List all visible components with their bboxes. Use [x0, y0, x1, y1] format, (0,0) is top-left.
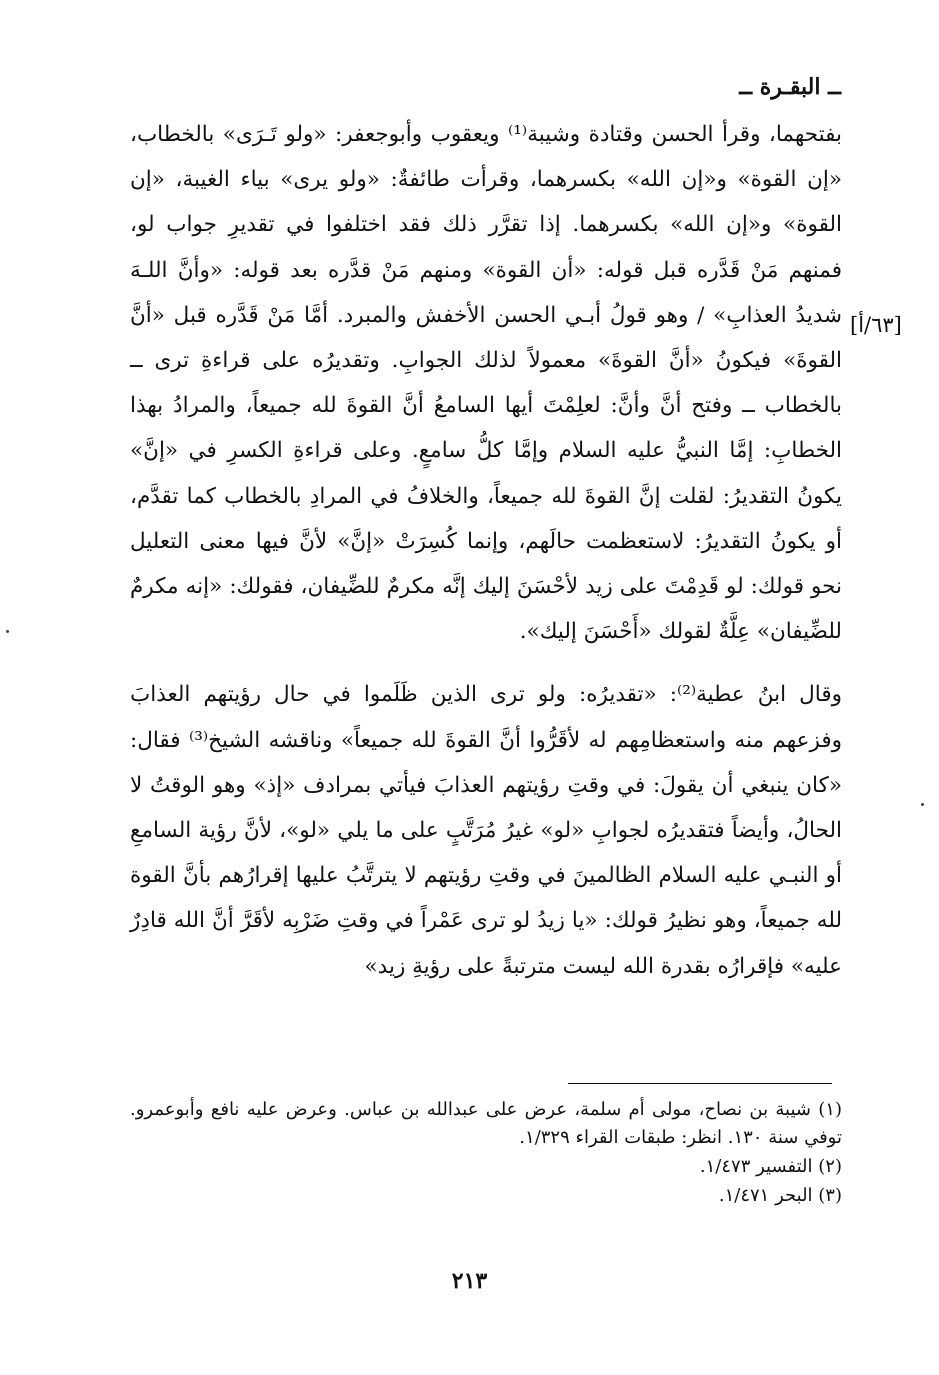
scan-speck: [6, 630, 9, 633]
footnotes: [130, 1096, 842, 1211]
paragraph-2: وقال ابنُ عطية⁽²⁾: «تقديرُه: ولو ترى الذين ظَلَموا في حال رؤيتهم العذابَ وفزعهم منه واستعظامِهم له لأقَرُّوا أنَّ القوةَ لله جميعاً» وناقشه الشيخ⁽³⁾ فقال: «كان ينبغي أن يقولَ: في وقتِ رؤيتهم العذابَ فيأتي بمرادف «إذ» وهو الوقتُ لا الحالُ، وأيضاً فتقديرُه لجوابِ «لو» غيرُ مُرَتَّبٍ على ما يلي «لو»، لأنَّ رؤية السامعِ أو النبـي عليه السلام الظالمينَ في وقتِ رؤيتهم لا يترتَّبُ عليها إقرارُهم بأنَّ القوة لله جميعاً، وهو نظيرُ قولك: «يا زيدُ لو ترى عَمْراً في وقتِ ضَرْبِه لأقَرَّ أنَّ الله قادِرٌ عليه» فإقرارُه بقدرة الله ليست مترتبةً على رؤيةِ زيد»: [130, 682, 842, 979]
footnote-1: (١) شيبة بن نصاح، مولى أم سلمة، عرض على عبدالله بن عباس. وعرض عليه نافع وأبوعمرو. توفي سنة ١٣٠. انظر: طبقات القراء ١/٣٢٩.: [130, 1099, 842, 1148]
footnote-separator: [568, 1083, 832, 1084]
page-number: ٢١٣: [451, 1268, 488, 1294]
scan-speck: [921, 803, 924, 806]
footnote-3: (٣) البحر ١/٤٧١.: [718, 1185, 842, 1206]
footnote-2: (٢) التفسير ١/٤٧٣.: [699, 1156, 842, 1177]
manuscript-folio-marker: [٦٣/أ]: [850, 313, 902, 337]
running-header: ــ البقـرة ــ: [739, 74, 841, 100]
paragraph-1: بفتحهما، وقرأ الحسن وقتادة وشيبة⁽¹⁾ ويعقوب وأبوجعفر: «ولو تَـرَى» بالخطاب، «إن القوة» و«إن الله» بكسرهما، وقرأت طائفةٌ: «ولو يرى» بياء الغيبة، «إن القوة» و«إن الله» بكسرهما. إذا تقرَّر ذلك فقد اختلفوا في تقديرِ جواب لو، فمنهم مَنْ قَدَّره قبل قوله: «أن القوة» ومنهم مَنْ قدَّره بعد قوله: «وأنَّ اللـهَ شديدُ العذابِ» / وهو قولُ أبـي الحسن الأخفش والمبرد. أمَّا مَنْ قَدَّره قبل «أنَّ القوةَ» فيكونُ «أنَّ القوةَ» معمولاً لذلك الجوابِ. وتقديرُه على قراءةِ ترى ــ بالخطاب ــ وفتح أنَّ وأنَّ: لعلِمْتَ أيها السامعُ أنَّ القوةَ لله جميعاً، والمرادُ بهذا الخطابِ: إمَّا النبيُّ عليه السلام وإمَّا كلُّ سامعٍ. وعلى قراءةِ الكسرِ في «إنَّ» يكونُ التقديرُ: لقلت إنَّ القوةَ لله جميعاً، والخلافُ في المرادِ بالخطاب كما تقدَّم، أو يكونُ التقديرُ: لاستعظمت حالَهم، وإنما كُسِرَتْ «إنَّ» لأنَّ فيها معنى التعليل نحو قولك: لو قَدِمْتَ على زيد لأحْسَنَ إليك إنَّه مكرمٌ للضِّيفان، فقولك: «إنه مكرمٌ للضِّيفان» عِلَّةٌ لقولك «أَحْسَنَ إليك».: [130, 122, 842, 645]
main-text: [130, 112, 842, 989]
